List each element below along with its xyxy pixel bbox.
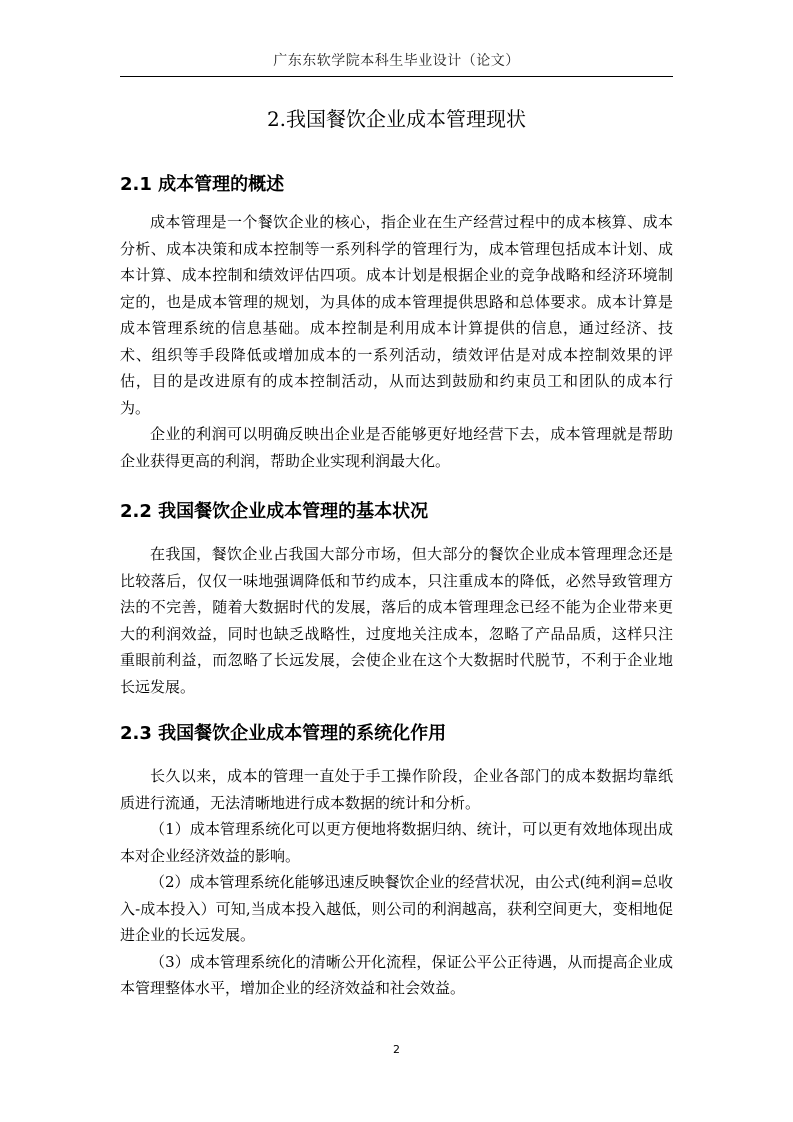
section-title-2-2: 2.2 我国餐饮企业成本管理的基本状况 — [120, 501, 429, 522]
page-number: 2 — [393, 1043, 400, 1056]
paragraph: 成本管理是一个餐饮企业的核心，指企业在生产经营过程中的成本核算、成本分析、成本决策和成本控制等一系列科学的管理行为，成本管理包括成本计划、成本计算、成本控制和绩效评估四项。成本计划是根据企业的竞争战略和经济环境制定的，也是成本管理的规划，为具体的成本管理提供思路和总体要求。成本计算是成本管理系统的信息基础。成本控制是利用成本计算提供的信息，通过经济、技术、组织等手段降低或增加成本的一系列活动，绩效评估是对成本控制效果的评估，目的是改进原有的成本控制活动，从而达到鼓励和约束员工和团队的成本行为。 — [120, 213, 673, 417]
paragraph: （2）成本管理系统化能够迅速反映餐饮企业的经营状况，由公式(纯利润=总收入-成本投入）可知,当成本投入越低，则公司的利润越高，获利空间更大，变相地促进企业的长远发展。 — [120, 873, 673, 944]
running-header: 广东东软学院本科生毕业设计（论文） — [273, 53, 520, 69]
section-body-2-3 — [120, 763, 673, 1002]
chapter-title: 2.我国餐饮企业成本管理现状 — [266, 107, 527, 131]
section-title-2-1: 2.1 成本管理的概述 — [120, 174, 285, 195]
paragraph: （1）成本管理系统化可以更方便地将数据归纳、统计，可以更有效地体现出成本对企业经济效益的影响。 — [120, 820, 673, 865]
paragraph: （3）成本管理系统化的清晰公开化流程，保证公平公正待遇，从而提高企业成本管理整体水平，增加企业的经济效益和社会效益。 — [120, 952, 673, 997]
paragraph: 企业的利润可以明确反映出企业是否能够更好地经营下去，成本管理就是帮助企业获得更高的利润，帮助企业实现利润最大化。 — [120, 425, 673, 470]
section-title-2-3: 2.3 我国餐饮企业成本管理的系统化作用 — [120, 723, 447, 744]
paragraph: 在我国，餐饮企业占我国大部分市场，但大部分的餐饮企业成本管理理念还是比较落后，仅仅一味地强调降低和节约成本，只注重成本的降低，必然导致管理方法的不完善，随着大数据时代的发展，落后的成本管理理念已经不能为企业带来更大的利润效益，同时也缺乏战略性，过度地关注成本，忽略了产品品质，这样只注重眼前利益，而忽略了长远发展，会使企业在这个大数据时代脱节，不利于企业地长远发展。 — [120, 545, 673, 696]
header-rule — [120, 76, 673, 77]
paragraph: 长久以来，成本的管理一直处于手工操作阶段，企业各部门的成本数据均靠纸质进行流通，无法清晰地进行成本数据的统计和分析。 — [120, 767, 673, 812]
section-body-2-1 — [120, 209, 673, 474]
section-body-2-2 — [120, 541, 673, 700]
